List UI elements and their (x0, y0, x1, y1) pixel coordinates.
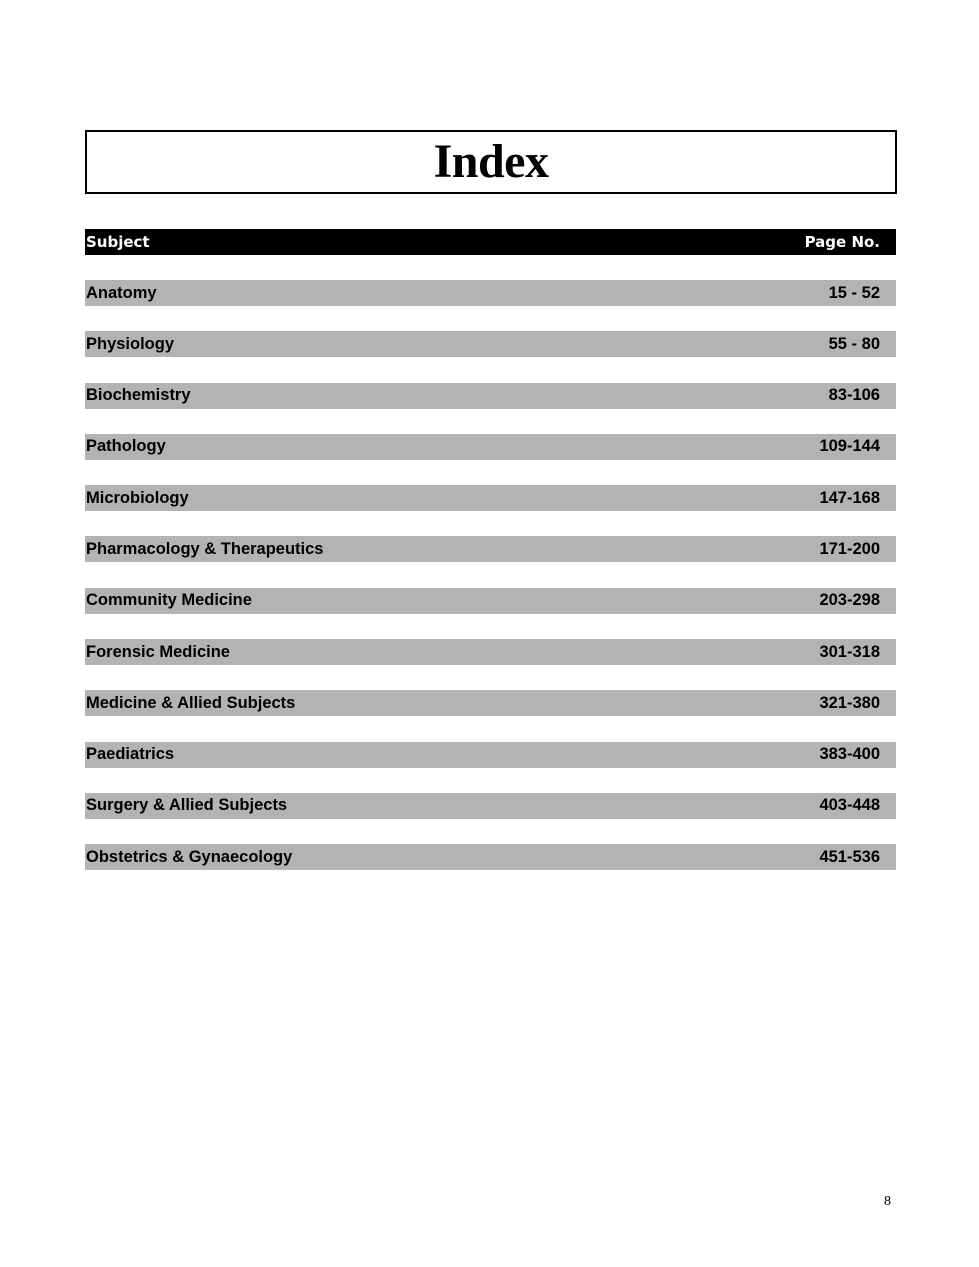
row-subject: Physiology (86, 334, 175, 353)
row-pages: 171-200 (819, 539, 880, 558)
table-row (85, 793, 896, 819)
table-row (85, 331, 896, 357)
row-subject: Anatomy (86, 283, 157, 302)
row-pages: 383-400 (819, 745, 880, 764)
row-pages: 109-144 (819, 437, 880, 456)
table-row (85, 434, 896, 460)
table-row (85, 536, 896, 562)
row-subject: Obstetrics & Gynaecology (86, 847, 293, 866)
row-subject: Pharmacology & Therapeutics (86, 539, 324, 558)
header-subject: Subject (86, 233, 150, 251)
table-row (85, 639, 896, 665)
row-subject: Biochemistry (86, 386, 191, 405)
table-row (85, 844, 896, 870)
table-row (85, 383, 896, 409)
page-number: 8 (884, 1194, 891, 1209)
row-subject: Medicine & Allied Subjects (86, 693, 296, 712)
row-pages: 15 - 52 (828, 283, 880, 302)
row-subject: Forensic Medicine (86, 642, 230, 661)
row-pages: 403-448 (819, 796, 880, 815)
row-subject: Community Medicine (86, 591, 252, 610)
row-pages: 301-318 (819, 642, 880, 661)
header-page-no: Page No. (804, 233, 880, 251)
table-row (85, 690, 896, 716)
table-header (85, 229, 896, 255)
table-row (85, 280, 896, 306)
table-row (85, 742, 896, 768)
row-pages: 451-536 (819, 847, 880, 866)
table-row (85, 485, 896, 511)
page-title: Index (433, 135, 549, 188)
row-pages: 321-380 (819, 693, 880, 712)
table-rows (85, 280, 896, 870)
row-subject: Pathology (86, 437, 166, 456)
title-box (85, 130, 897, 194)
row-pages: 147-168 (819, 488, 880, 507)
row-pages: 203-298 (819, 591, 880, 610)
row-pages: 55 - 80 (828, 334, 880, 353)
row-subject: Surgery & Allied Subjects (86, 796, 288, 815)
row-pages: 83-106 (828, 386, 880, 405)
index-table (85, 229, 896, 896)
row-subject: Paediatrics (86, 745, 175, 764)
table-row (85, 588, 896, 614)
row-subject: Microbiology (86, 488, 189, 507)
